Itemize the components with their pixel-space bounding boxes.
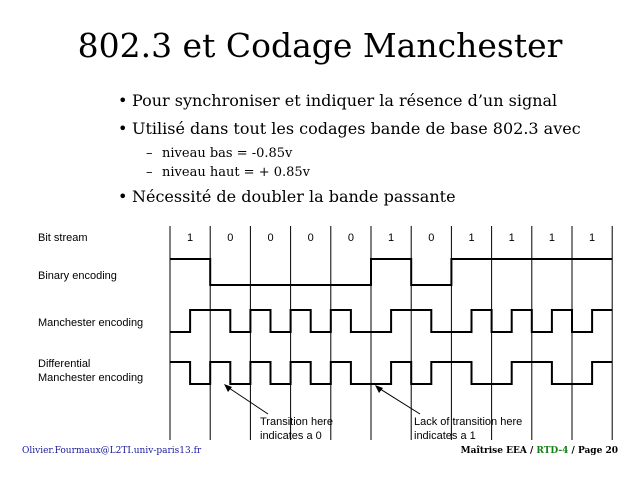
label-differential-line2: Manchester encoding xyxy=(38,372,144,384)
transition-arrowhead-icon xyxy=(224,384,232,392)
lack-arrowhead-icon xyxy=(375,385,383,393)
manchester-encoding-waveform xyxy=(170,310,612,332)
label-differential-line1: Differential xyxy=(38,358,91,370)
footer-rtd: RTD-4 xyxy=(536,446,569,456)
bullet-list xyxy=(118,90,638,208)
bit-value: 0 xyxy=(347,232,354,244)
bit-value: 0 xyxy=(428,232,435,244)
footer-author: Olivier.Fourmaux@L2TI.univ-paris13.fr xyxy=(22,446,202,456)
lack-of-transition-arrow xyxy=(377,387,420,414)
bit-value: 1 xyxy=(548,232,555,244)
encoding-waveforms xyxy=(0,222,640,440)
bullet-bandwidth: • Nécessité de doubler la bande passante xyxy=(118,186,638,208)
bullet-usage: • Utilisé dans tout les codages bande de base 802.3 avec xyxy=(118,118,638,140)
sub-bullet-high-level: – niveau haut = + 0.85v xyxy=(146,163,638,182)
bit-value: 1 xyxy=(508,232,515,244)
bit-value: 1 xyxy=(388,232,395,244)
label-binary-encoding: Binary encoding xyxy=(38,270,117,282)
note-lack-line1: Lack of transition here xyxy=(414,416,523,428)
bullet-synchronisation: • Pour synchroniser et indiquer la résence d’un signal xyxy=(118,90,638,112)
transition-arrow xyxy=(226,386,268,414)
binary-encoding-waveform xyxy=(170,259,612,285)
sub-bullet-list xyxy=(146,144,638,182)
note-lack-line2: indicates a 1 xyxy=(414,430,476,440)
footer-course: Maîtrise EEA / xyxy=(460,446,534,456)
bit-value: 0 xyxy=(307,232,314,244)
bit-value: 0 xyxy=(267,232,274,244)
note-transition-line2: indicates a 0 xyxy=(260,430,322,440)
slide-title: 802.3 et Codage Manchester xyxy=(77,26,563,65)
bit-value: 1 xyxy=(589,232,596,244)
note-transition-line1: Transition here xyxy=(260,416,333,428)
bit-value: 1 xyxy=(187,232,194,244)
footer-page: / Page 20 xyxy=(571,446,618,456)
label-manchester-encoding: Manchester encoding xyxy=(38,317,144,329)
differential-manchester-waveform xyxy=(170,362,612,384)
sub-bullet-low-level: – niveau bas = -0.85v xyxy=(146,144,638,163)
label-bit-stream: Bit stream xyxy=(38,232,88,244)
footer-course-info xyxy=(461,446,618,456)
bit-value: 1 xyxy=(468,232,475,244)
encoding-diagram xyxy=(0,222,640,440)
bit-value: 0 xyxy=(227,232,234,244)
